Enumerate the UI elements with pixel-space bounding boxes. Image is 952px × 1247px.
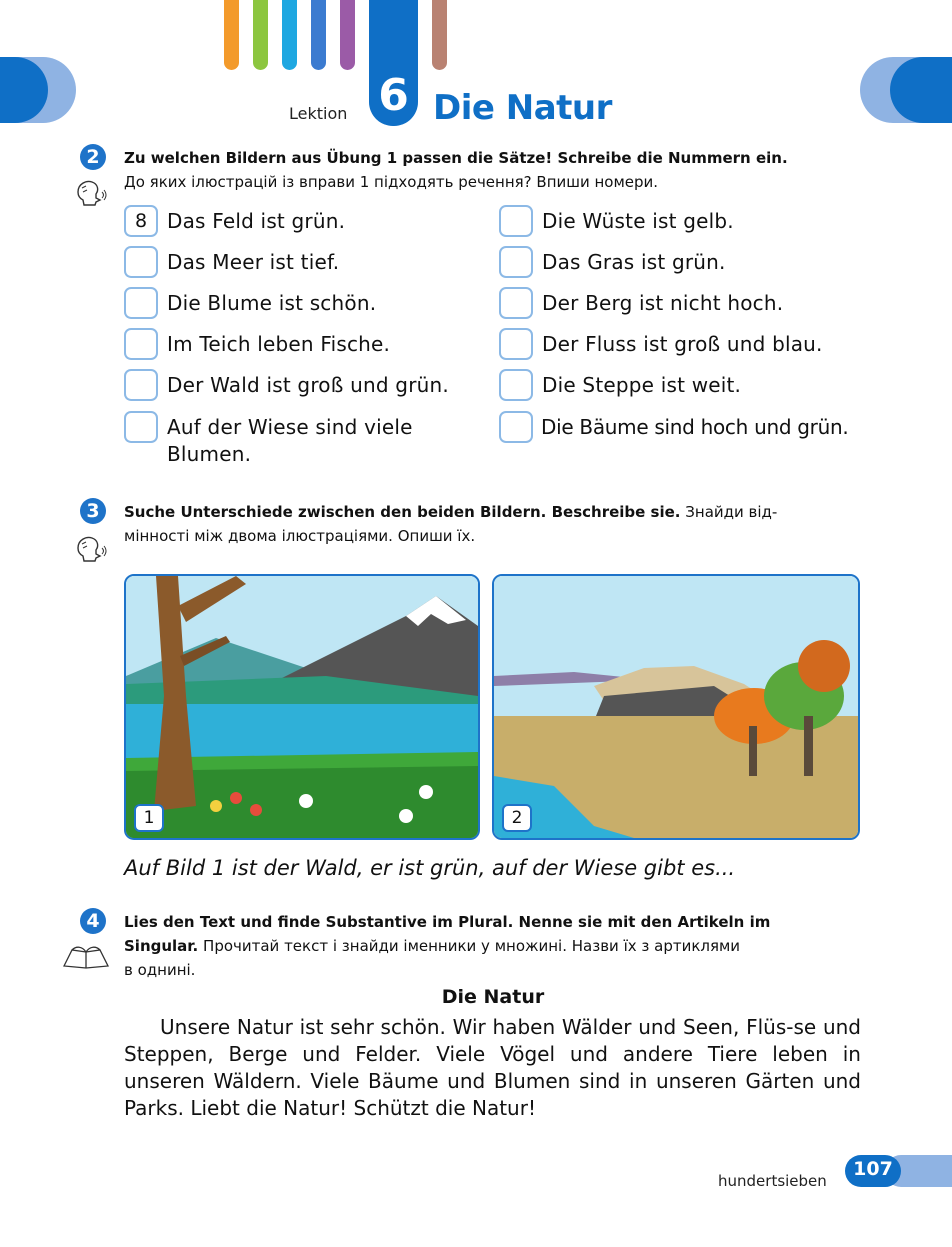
sentence: Die Steppe ist weit. [542, 373, 742, 397]
picture-1-number: 1 [134, 804, 164, 832]
speaking-head-icon [74, 178, 108, 208]
example-sentence: Auf Bild 1 ist der Wald, er ist grün, auf der Wiese gibt es... [124, 856, 736, 880]
sentence: Der Berg ist nicht hoch. [542, 291, 784, 315]
answer-box[interactable] [124, 328, 158, 360]
sentence: Der Fluss ist groß und blau. [542, 332, 823, 356]
answer-box[interactable] [124, 369, 158, 401]
picture-2-number: 2 [502, 804, 532, 832]
sentence: Auf der Wiese sind viele [167, 415, 413, 439]
exercise-4-instruction-de-2: Singular. [124, 937, 199, 955]
picture-2-steppe-landscape [492, 574, 860, 840]
answer-box[interactable] [499, 369, 533, 401]
answer-box[interactable] [499, 328, 533, 360]
exercise-3-number: 3 [80, 498, 106, 524]
exercise-2-instruction [124, 146, 861, 194]
sentence: Das Feld ist grün. [167, 209, 346, 233]
answer-box[interactable] [499, 246, 533, 278]
page-number: 107 [853, 1158, 893, 1180]
exercise-3-instruction [124, 500, 861, 548]
exercise-2-instruction-de: Zu welchen Bildern aus Übung 1 passen die Sätze! Schreibe die Nummern ein. [124, 149, 788, 167]
exercise-2-instruction-uk: До яких ілюстрацій із вправи 1 підходять речення? Впиши номери. [124, 173, 659, 191]
answer-box[interactable] [124, 411, 158, 443]
exercise-2-number: 2 [80, 144, 106, 170]
exercise-3-instruction-uk-1: Знайди від- [685, 503, 778, 521]
exercise-4-number: 4 [80, 908, 106, 934]
picture-1-lake-landscape [124, 574, 480, 840]
stripe-green [253, 0, 268, 70]
lektion-label: Lektion [289, 104, 348, 123]
sentence: Die Bäume sind hoch und grün. [541, 415, 849, 439]
answer-box[interactable] [124, 287, 158, 319]
steppe-landscape-illustration [494, 576, 858, 838]
lake-landscape-illustration [126, 576, 478, 838]
sentence: Das Gras ist grün. [542, 250, 726, 274]
answer-box[interactable] [499, 411, 533, 443]
sentence: Das Meer ist tief. [167, 250, 340, 274]
sentence: Im Teich leben Fische. [167, 332, 391, 356]
exercise-4-instruction-uk-3: в однині. [124, 961, 196, 979]
answer-box[interactable] [124, 246, 158, 278]
exercise-4-instruction-uk-2: Прочитай текст і знайди іменники у множині. Назви їх з артиклями [198, 937, 741, 955]
stripe-brown [432, 0, 447, 70]
exercise-3-instruction-uk-2: мінності між двома ілюстраціями. Опиши їх. [124, 527, 476, 545]
page-title: Die Natur [433, 88, 612, 128]
reading-text-body: Unsere Natur ist sehr schön. Wir haben Wälder und Seen, Flüs-se und Steppen, Berge und Felder. Viele Vögel und andere Tiere leben in unseren Wäldern. Viele Bäume und Blumen sind in unseren Gärten und Parks. Liebt die Natur! Schützt die Natur! [124, 1015, 861, 1120]
page-number-word: hundertsieben [718, 1172, 827, 1190]
stripe-blue [311, 0, 326, 70]
exercise-4-instruction-de-1: Lies den Text und finde Substantive im Plural. Nenne sie mit den Artikeln im [124, 913, 771, 931]
answer-box[interactable] [499, 287, 533, 319]
sentence: Die Wüste ist gelb. [542, 209, 734, 233]
answer-box[interactable] [499, 205, 533, 237]
open-book-icon [62, 940, 110, 972]
left-edge-tab [0, 57, 76, 123]
exercise-3-instruction-de: Suche Unterschiede zwischen den beiden Bildern. Beschreibe sie. [124, 503, 681, 521]
speaking-head-icon [74, 534, 108, 564]
sentence-continuation: Blumen. [167, 442, 252, 466]
sentence: Die Blume ist schön. [167, 291, 377, 315]
stripe-cyan [282, 0, 297, 70]
stripe-orange [224, 0, 239, 70]
reading-text-title: Die Natur [441, 986, 545, 1008]
exercise-4-instruction [124, 910, 861, 982]
sentence: Der Wald ist groß und grün. [167, 373, 449, 397]
answer-box[interactable]: 8 [124, 205, 158, 237]
lektion-number: 6 [378, 70, 409, 121]
right-edge-tab [860, 57, 952, 123]
stripe-purple [340, 0, 355, 70]
